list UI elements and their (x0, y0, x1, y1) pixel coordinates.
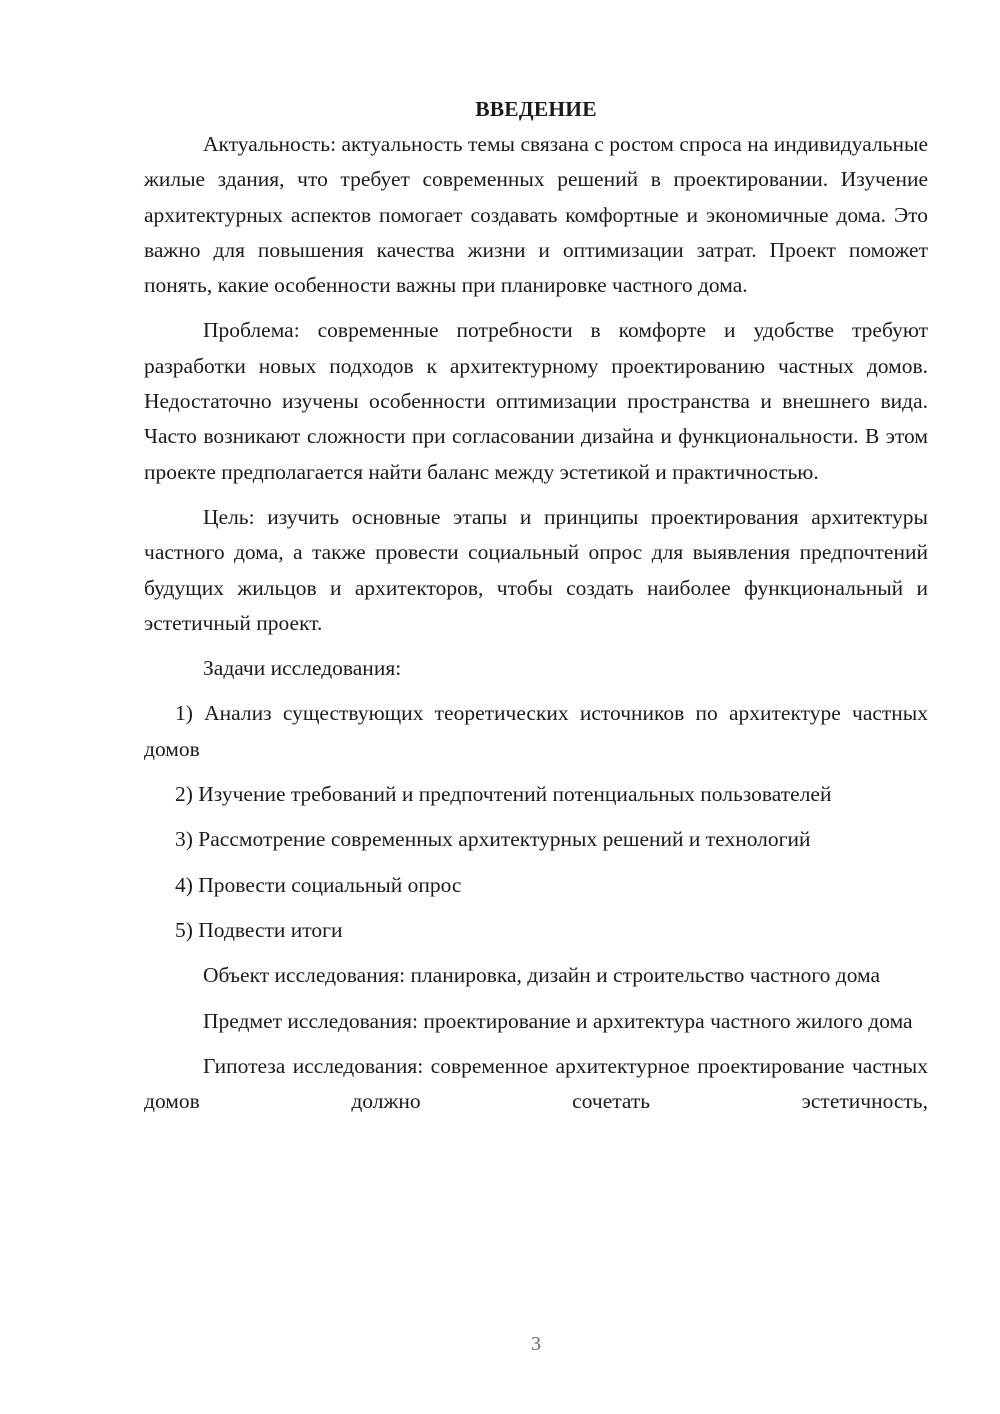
task-item-2: 2) Изучение требований и предпочтений потенциальных пользователей (175, 782, 832, 807)
task-item-3: 3) Рассмотрение современных архитектурных решений и технологий (175, 827, 811, 852)
task-item-4: 4) Провести социальный опрос (175, 872, 462, 897)
paragraph-problem: Проблема: современные потребности в комфорте и удобстве требуют разработки новых подходов к архитектурному проектированию частных домов. Недостаточно изучены особенности оптимизации пространства и внешнего вида. Часто возникают сложности при согласовании дизайна и функциональности. В этом проекте предполагается найти баланс между эстетикой и практичностью. (144, 318, 928, 484)
paragraph-goal: Цель: изучить основные этапы и принципы проектирования архитектуры частного дома, а также провести социальный опрос для выявления предпочтений будущих жильцов и архитекторов, чтобы создать наиболее функциональный и эстетичный проект. (144, 504, 928, 635)
paragraph-hypothesis: Гипотеза исследования: современное архитектурное проектирование частных домов должно сочетать эстетичность, (144, 1053, 928, 1114)
paragraph-object: Объект исследования: планировка, дизайн и строительство частного дома (203, 963, 881, 988)
task-item-1: 1) Анализ существующих теоретических источников по архитектуре частных домов (144, 701, 928, 761)
task-item-5: 5) Подвести итоги (175, 917, 343, 942)
paragraph-tasks-intro: Задачи исследования: (203, 656, 402, 681)
page-number: 3 (531, 1333, 541, 1355)
page-content (144, 92, 928, 1129)
paragraph-subject: Предмет исследования: проектирование и архитектура частного жилого дома (203, 1008, 913, 1033)
section-heading: ВВЕДЕНИЕ (475, 97, 597, 121)
paragraph-relevance: Актуальность: актуальность темы связана с ростом спроса на индивидуальные жилые здания, что требует современных решений в проектировании. Изучение архитектурных аспектов помогает создавать комфортные и экономичные дома. Это важно для повышения качества жизни и оптимизации затрат. Проект поможет понять, какие особенности важны при планировке частного дома. (144, 132, 928, 298)
